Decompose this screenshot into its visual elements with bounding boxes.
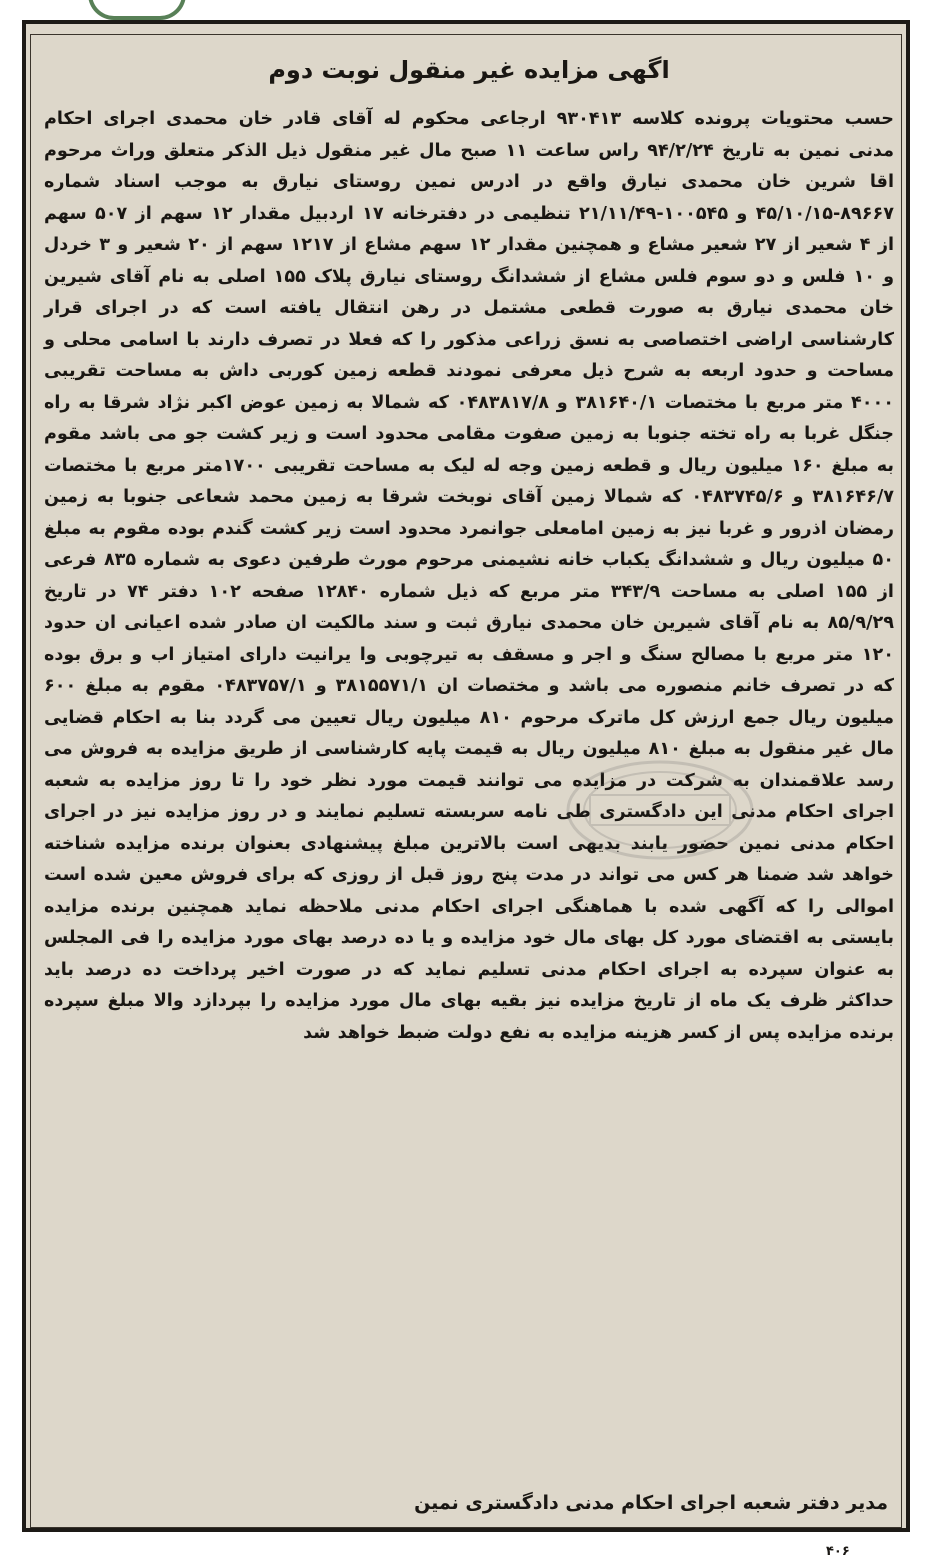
page-reference-number: ۴۰۶: [826, 1544, 850, 1559]
notice-body-text: حسب محتویات پرونده کلاسه ۹۳۰۴۱۳ ارجاعی محکوم له آقای قادر خان محمدی اجرای احکام مدنی نمین به تاریخ ۹۴/۲/۲۴ راس ساعت ۱۱ صبح مال غیر منقول ذیل الذکر متعلق وراث مرحوم اقا شرین خان محمدی نیارق واقع در ادرس نمین روستای نیارق به موجب اسناد شماره ۸۹۶۶۷-۴۵/۱۰/۱۵ و ۱۰۰۵۴۵-۲۱/۱۱/۴۹ تنظیمی در دفترخانه ۱۷ اردبیل مقدار ۱۲ سهم از ۵۰۷ سهم از ۴ شعیر از ۲۷ شعیر مشاع و همچنین مقدار ۱۲ سهم مشاع از ۱۲۱۷ سهم از ۲۰ شعیر و ۳ خردل و ۱۰ فلس و دو سوم فلس مشاع از ششدانگ روستای نیارق پلاک ۱۵۵ اصلی به نام آقای شیرین خان محمدی نیارق به صورت قطعی مشتمل در رهن انتقال یافته است که در اجرای قرار کارشناسی اراضی اختصاصی به نسق زراعی مذکور را که فعلا در تصرف دارند با اسامی محلی و مساحت و حدود اربعه به شرح ذیل معرفی نمودند قطعه زمین کوربی داش به مساحت تقریبی ۴۰۰۰ متر مربع با مختصات ۳۸۱۶۴۰/۱ و ۰۴۸۳۸۱۷/۸ که شمالا به زمین عوض اکبر نژاد شرقا به راه جنگل غربا به راه تخته جنوبا به زمین صفوت مقامی محدود است و زیر کشت جو می باشد مقوم به مبلغ ۱۶۰ میلیون ریال و قطعه زمین وجه له لیک به مساحت تقریبی ۱۷۰۰متر مربع با مختصات ۳۸۱۶۴۶/۷ و ۰۴۸۳۷۴۵/۶ که شمالا زمین آقای نوبخت شرقا به زمین محمد شعاعی جنوبا به زمین رمضان اذرور و غربا نیز به زمین امامعلی جوانمرد محدود است زیر کشت گندم بوده مقوم به مبلغ ۵۰ میلیون ریال و ششدانگ یکباب خانه نشیمنی مرحوم مورث طرفین دعوی به شماره ۸۳۵ فرعی از ۱۵۵ اصلی به مساحت ۳۴۳/۹ متر مربع که ذیل شماره ۱۲۸۴۰ صفحه ۱۰۲ دفتر ۷۴ در تاریخ ۸۵/۹/۲۹ به نام آقای شیرین خان محمدی نیارق ثبت و سند مالکیت ان صادر شده اعیانی ان حدود ۱۲۰ متر مربع با مصالح سنگ و اجر و مسقف به تیرچوبی وا یرانیت دارای امتیاز اب و برق بوده که در تصرف خانم منصوره می باشد و مختصات ان ۳۸۱۵۵۷۱/۱ و ۰۴۸۳۷۵۷/۱ مقوم به مبلغ ۶۰۰ میلیون ریال جمع ارزش کل ماترک مرحوم ۸۱۰ میلیون ریال تعیین می گردد بنا به احکام قضایی مال غیر منقول به مبلغ ۸۱۰ میلیون ریال به قیمت پایه کارشناسی از طریق مزایده به فروش می رسد علاقمندان به شرکت در مزایده می توانند قیمت مورد نظر خود را تا روز مزایده به شعبه اجرای احکام مدنی این دادگستری طی نامه سربسته تسلیم نمایند و در روز مزایده نیز در اجرای احکام مدنی نمین حضور یابند بدیهی است بالاترین مبلغ پیشنهادی بعنوان برنده مزایده شناخته خواهد شد ضمنا هر کس می تواند در مدت پنج روز قبل از روزی که برای فروش معین شده است اموالی را که آگهی شده با هماهنگی اجرای احکام مدنی ملاحظه نماید همچنین برنده مزایده بایستی به اقتضای مورد کل بهای مال خود مزایده و یا ده درصد بهای مورد مزایده را فی المجلس به عنوان سپرده به اجرای احکام مدنی تسلیم نماید که در صورت اخیر پرداخت ده درصد باید حداکثر ظرف یک ماه از تاریخ مزایده نیز بقیه بهای مال مورد مزایده را بپردازد والا مبلغ سپرده برنده مزایده پس از کسر هزینه مزایده به نفع دولت ضبط خواهد شد: [44, 109, 895, 1043]
page-top-margin: [0, 0, 938, 22]
notice-title: اگهی مزایده غیر منقول نوبت دوم: [268, 56, 670, 84]
notice-signature: مدیر دفتر شعبه اجرای احکام مدنی دادگستری نمین: [414, 1492, 888, 1514]
top-ink-mark: [88, 0, 186, 20]
page-bottom-margin: [0, 1534, 938, 1564]
